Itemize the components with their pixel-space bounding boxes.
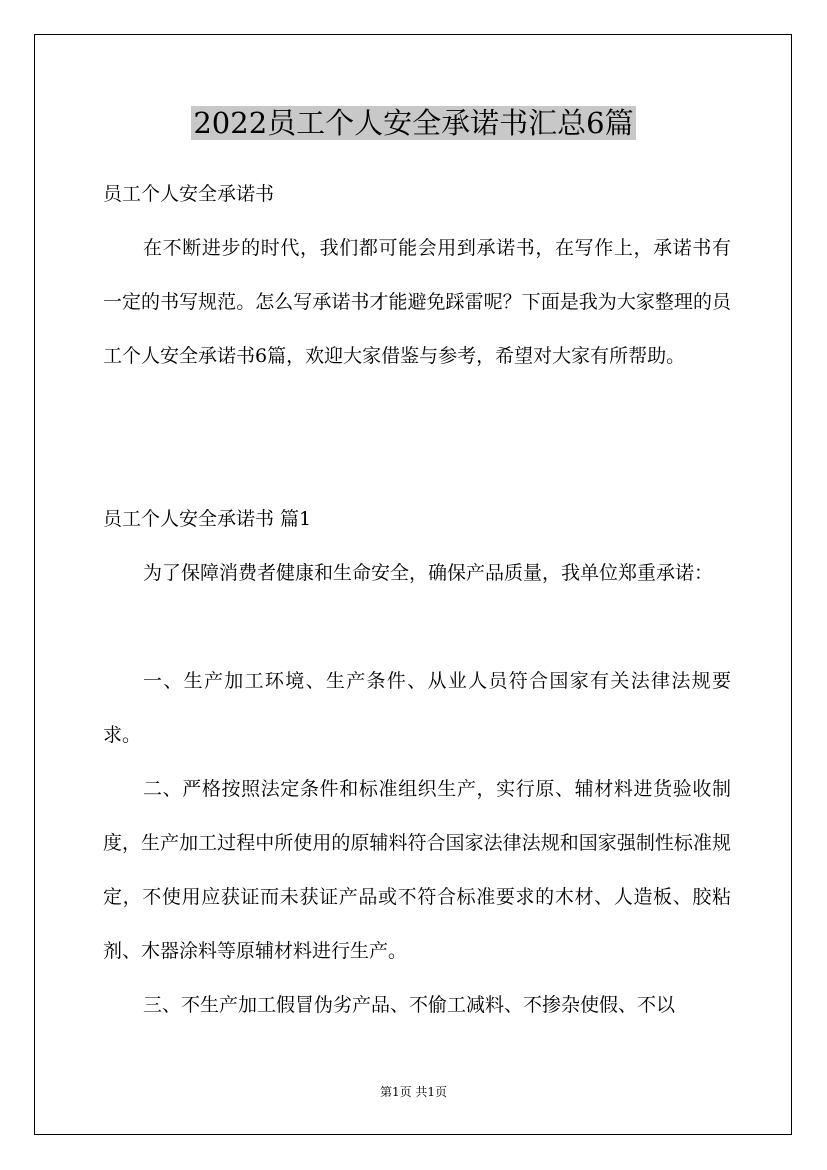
- document-title-text: 2022员工个人安全承诺书汇总6篇: [193, 106, 634, 140]
- paragraph-item-1: 一、生产加工环境、生产条件、从业人员符合国家有关法律法规要求。: [103, 670, 731, 746]
- document-title: [0, 103, 827, 143]
- paragraph-item-2: 二、严格按照法定条件和标准组织生产，实行原、辅材料进货验收制度，生产加工过程中所使用的原辅料符合国家法律法规和国家强制性标准规定，不使用应获证而未获证产品或不符合标准要求的木材、人造板、胶粘剂、木器涂料等原辅材料进行生产。: [103, 778, 731, 962]
- intro-heading: 员工个人安全承诺书: [103, 183, 275, 205]
- intro-paragraph: 在不断进步的时代，我们都可能会用到承诺书，在写作上，承诺书有一定的书写规范。怎么写承诺书才能避免踩雷呢？下面是我为大家整理的员工个人安全承诺书6篇，欢迎大家借鉴与参考，希望对大家有所帮助。: [103, 237, 731, 367]
- paragraph-commitment: 为了保障消费者健康和生命安全，确保产品质量，我单位郑重承诺：: [143, 562, 714, 584]
- paragraph-item-3: 三、不生产加工假冒伪劣产品、不偷工减料、不掺杂使假、不以: [143, 994, 676, 1016]
- section-heading: 员工个人安全承诺书 篇1: [103, 508, 312, 530]
- page-footer: 第1页 共1页: [379, 1085, 448, 1099]
